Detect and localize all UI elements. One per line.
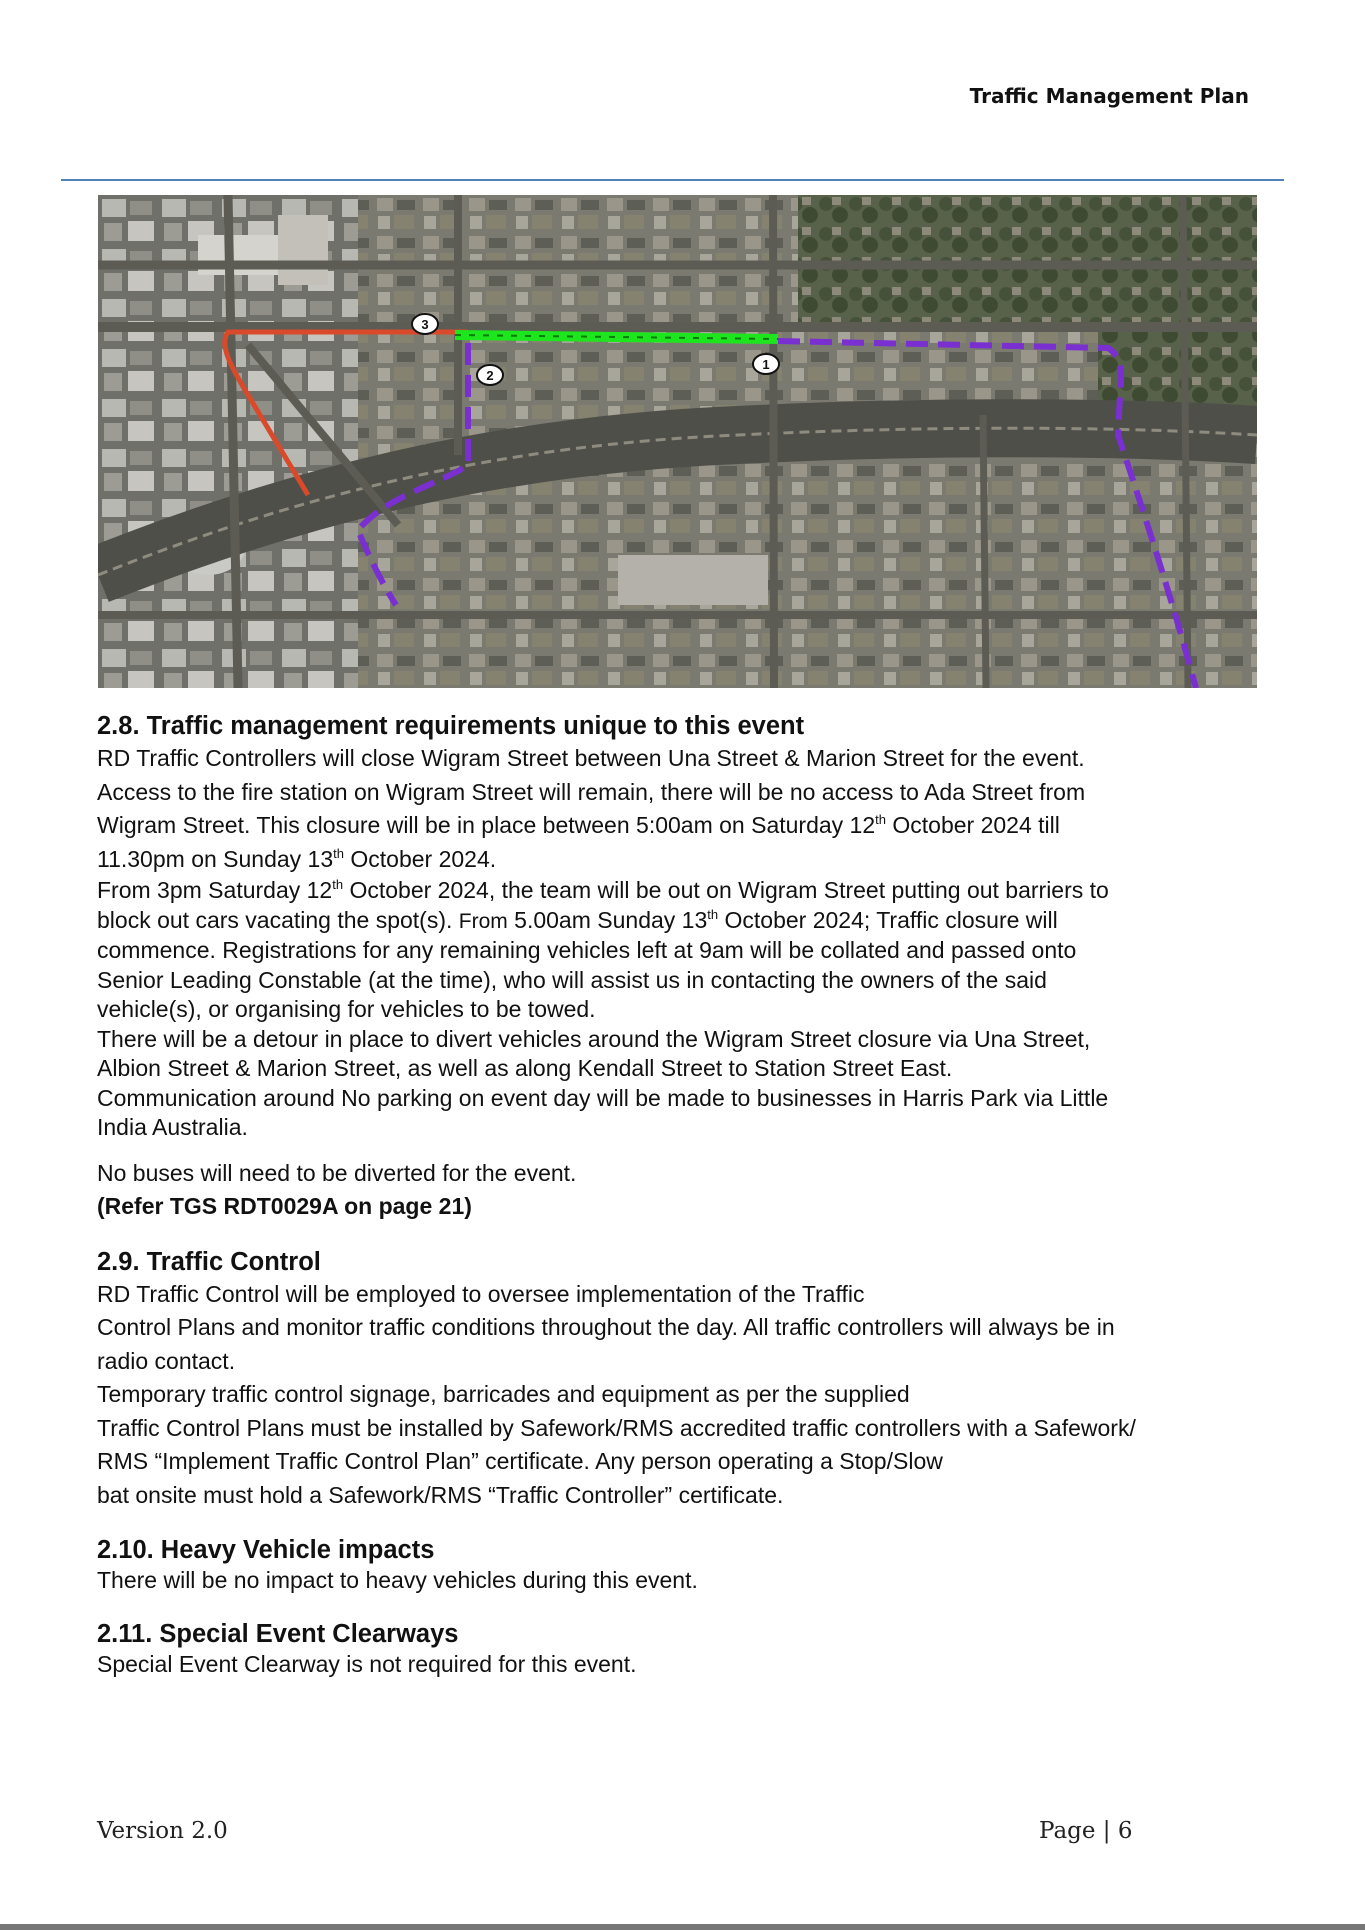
svg-text:3: 3: [421, 317, 429, 332]
text-run: Wigram Street. This closure will be in place between 5:00am on Saturday 12: [97, 812, 876, 838]
text-line: Communication around No parking on event day will be made to businesses in Harris Park via Little: [97, 1084, 1109, 1111]
footer-page-number: Page | 6: [1039, 1818, 1133, 1844]
superscript: th: [333, 845, 344, 861]
text-line: radio contact.: [97, 1347, 236, 1374]
section-2-9-heading: 2.9. Traffic Control: [97, 1247, 321, 1276]
text-line: RMS “Implement Traffic Control Plan” certificate. Any person operating a Stop/Slow: [97, 1448, 943, 1474]
aerial-map-drawing: [98, 195, 1257, 688]
text-line: [97, 843, 1277, 877]
text-line: India Australia.: [97, 1114, 248, 1140]
text-line: vehicle(s), or organising for vehicles to be towed.: [97, 996, 596, 1022]
section-2-10-body: There will be no impact to heavy vehicles during this event.: [97, 1567, 698, 1593]
map-marker-1: [753, 354, 779, 374]
section-2-8-paragraph-1: [97, 742, 1277, 876]
svg-text:1: 1: [762, 357, 770, 372]
text-line: Access to the fire station on Wigram Street will remain, there will be no access to Ada Street from: [97, 778, 1086, 805]
text-line: [97, 906, 1277, 937]
superscript: th: [875, 812, 886, 827]
text-run: October 2024, the team will be out on Wigram Street putting out barriers to: [343, 877, 1109, 903]
header-title: Traffic Management Plan: [969, 84, 1249, 108]
section-2-8-paragraph-2: [97, 876, 1277, 1143]
text-line: bat onsite must hold a Safework/RMS “Traffic Controller” certificate.: [97, 1481, 784, 1508]
superscript: th: [332, 877, 344, 892]
section-2-11-body: Special Event Clearway is not required for this event.: [97, 1650, 637, 1677]
text-run: 11.30pm on Sunday 13: [97, 845, 334, 872]
footer-version: Version 2.0: [97, 1818, 228, 1844]
text-line: Temporary traffic control signage, barricades and equipment as per the supplied: [97, 1381, 910, 1407]
map-marker-3: [412, 314, 438, 334]
text-line: Traffic Control Plans must be installed by Safework/RMS accredited traffic controllers with a Safework/: [97, 1414, 1136, 1441]
section-2-10-heading: 2.10. Heavy Vehicle impacts: [97, 1536, 435, 1564]
svg-text:2: 2: [486, 368, 494, 383]
aerial-map: [98, 195, 1257, 688]
superscript: th: [707, 906, 719, 922]
header-rule: [61, 179, 1284, 181]
page-bottom-edge: [0, 1924, 1365, 1930]
text-line: Albion Street & Marion Street, as well as along Kendall Street to Station Street East.: [97, 1055, 953, 1081]
text-line: Control Plans and monitor traffic conditions throughout the day. All traffic controllers will always be in: [97, 1314, 1115, 1340]
document-body: [97, 710, 1277, 1679]
text-line: commence. Registrations for any remaining vehicles left at 9am will be collated and passed onto: [97, 937, 1077, 963]
buses-note: No buses will need to be diverted for the event.: [97, 1159, 577, 1186]
section-2-9-body: [97, 1278, 1277, 1513]
map-marker-2: [477, 365, 503, 385]
section-2-8-heading: 2.8. Traffic management requirements unique to this event: [97, 712, 805, 740]
text-line: There will be a detour in place to divert vehicles around the Wigram Street closure via Una Street,: [97, 1025, 1091, 1052]
tgs-reference: (Refer TGS RDT0029A on page 21): [97, 1193, 472, 1219]
text-run: October 2024 till: [885, 812, 1060, 838]
text-run: block out cars vacating the spot(s).: [97, 906, 459, 933]
text-line: Senior Leading Constable (at the time), who will assist us in contacting the owners of the said: [97, 966, 1047, 993]
text-line: RD Traffic Controllers will close Wigram Street between Una Street & Marion Street for the event.: [97, 745, 1085, 771]
section-2-11-heading: 2.11. Special Event Clearways: [97, 1619, 459, 1648]
text-run: 5.00am Sunday 13: [507, 906, 708, 933]
text-line: [97, 876, 1277, 906]
text-line: RD Traffic Control will be employed to oversee implementation of the Traffic: [97, 1280, 865, 1307]
text-run: October 2024; Traffic closure will: [718, 906, 1058, 933]
text-line: [97, 809, 1277, 843]
text-run: From 3pm Saturday 12: [97, 877, 333, 903]
text-run: From: [458, 909, 508, 933]
text-run: October 2024.: [344, 845, 497, 872]
